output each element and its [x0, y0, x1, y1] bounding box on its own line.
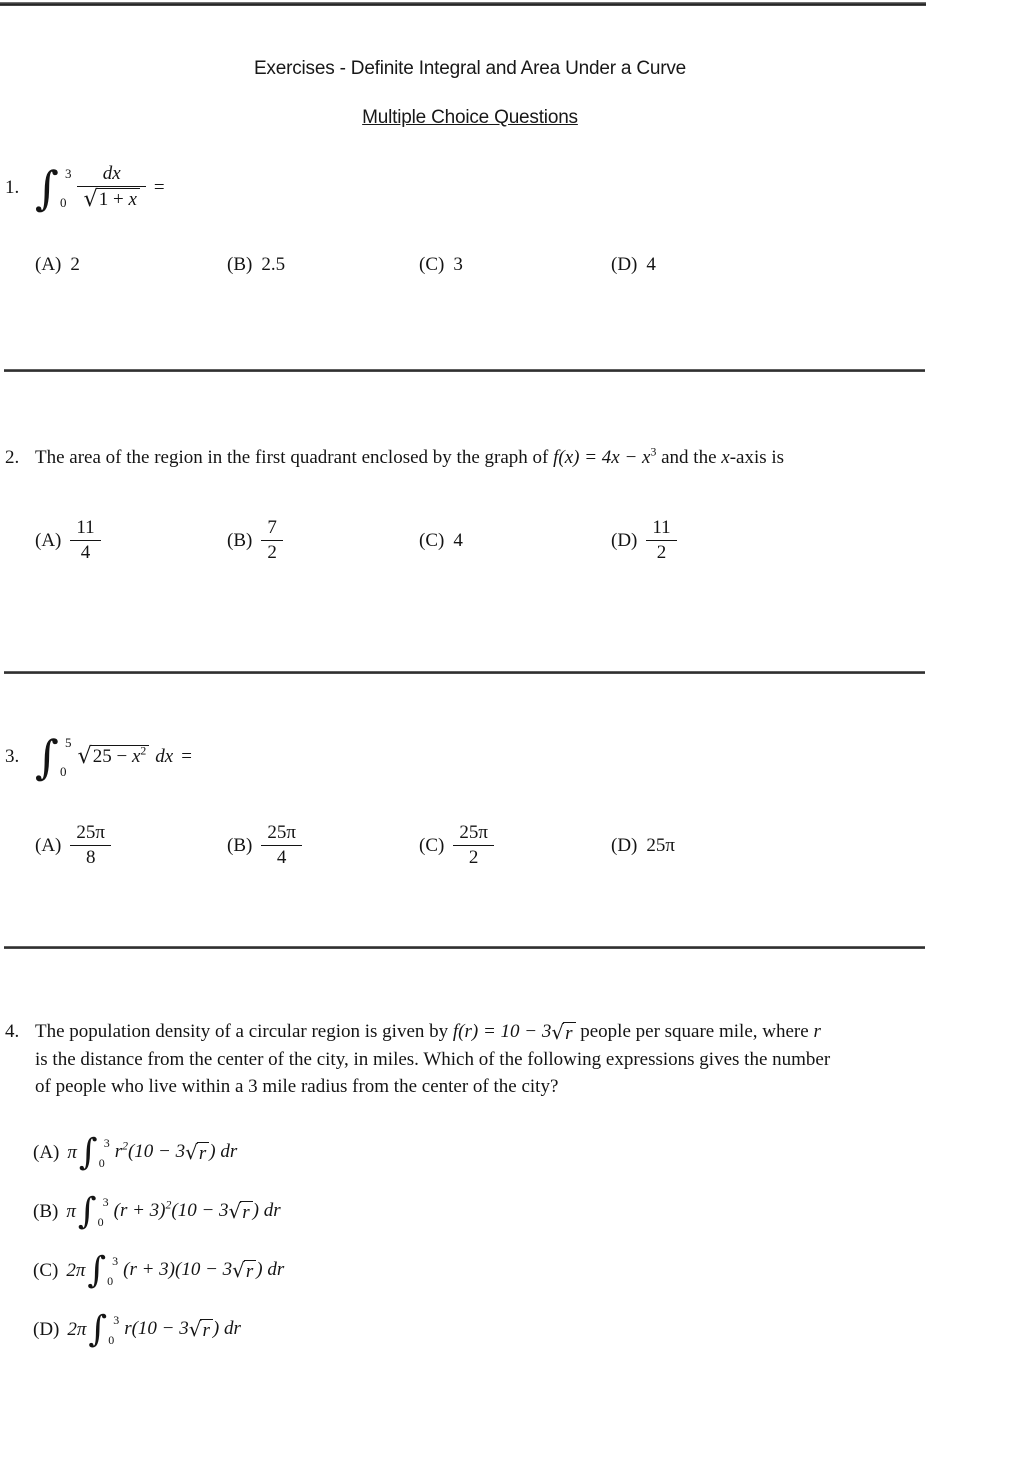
fraction-denominator: 4 [276, 847, 287, 869]
option-value: 4 [453, 529, 463, 551]
integral [35, 160, 72, 215]
question-4-number: 4. [5, 1021, 20, 1042]
fraction-denominator: 2 [267, 542, 277, 564]
fraction [77, 163, 145, 213]
radicand [91, 745, 150, 769]
integral-limits [98, 1193, 109, 1231]
integral-lower-limit: 0 [108, 1333, 115, 1347]
option-value: 4 [646, 254, 656, 275]
radicand-variable: x [128, 189, 137, 211]
option-label: (D) [611, 254, 638, 275]
option-label: (A) [35, 254, 62, 275]
option-value: 2 [70, 254, 80, 275]
radical-sign: √ [185, 1139, 198, 1164]
stem-text: The area of the region in the first quadrant enclosed by the graph of [35, 447, 554, 468]
option-label: (B) [227, 834, 253, 856]
fraction-denominator: 2 [656, 542, 667, 564]
option-fraction [646, 517, 676, 565]
option-fraction [453, 822, 494, 870]
radical [188, 1316, 213, 1343]
question-3-stem [5, 729, 192, 784]
integral-sign: ∫ [88, 1309, 108, 1351]
expression-mid: (10 − 3 [131, 1317, 189, 1339]
integral-upper-limit: 5 [64, 735, 72, 750]
integrand-expression [123, 1259, 284, 1284]
fraction-denominator [77, 187, 145, 212]
stem-math: f(x) = 4x − x [553, 447, 651, 468]
expression-pre: (r + 3) [113, 1199, 166, 1221]
option-label: (B) [227, 254, 253, 275]
expression-post: ) dr [252, 1199, 281, 1221]
expression-pre: r [124, 1317, 132, 1339]
expression-exponent: 2 [165, 1198, 172, 1212]
option-label: (C) [419, 529, 445, 551]
equals-sign: = [181, 746, 192, 767]
option-label: (D) [611, 834, 638, 856]
option-b [227, 822, 419, 870]
question-2-stem [5, 447, 935, 469]
radicand-text: 1 + [98, 189, 129, 211]
radical-sign: √ [188, 1316, 202, 1341]
option-b [227, 517, 419, 565]
section-divider [4, 946, 925, 949]
question-1-number: 1. [5, 176, 20, 198]
option-label: (B) [227, 529, 253, 551]
expression-exponent: 2 [122, 1139, 128, 1153]
option-value: 3 [453, 254, 463, 275]
integral-upper-limit: 3 [113, 1313, 120, 1327]
option-a [35, 254, 227, 276]
integral-lower-limit: 0 [98, 1156, 105, 1170]
expression-mid: (10 − 3 [171, 1199, 229, 1221]
radicand-variable: x [131, 746, 141, 768]
differential: dx [155, 746, 174, 767]
section-divider [4, 671, 925, 674]
coefficient: π [67, 1142, 77, 1163]
page-top-border [0, 2, 926, 6]
radicand-variable: r [200, 1319, 212, 1343]
coefficient: 2π [67, 1319, 87, 1340]
fraction-denominator: 4 [80, 542, 91, 564]
integral-limits [108, 1311, 119, 1349]
option-fraction [70, 517, 100, 565]
radical [77, 745, 149, 769]
integral-upper-limit: 3 [64, 165, 72, 181]
radical-sign: √ [551, 1020, 565, 1044]
expression-post: ) dr [212, 1317, 241, 1339]
fraction-numerator: 25π [453, 822, 494, 846]
option-a [35, 822, 227, 870]
section-divider [4, 369, 925, 372]
radicand-variable: r [563, 1022, 575, 1046]
stem-text: The population density of a circular region is given by [35, 1021, 453, 1042]
stem-text: and the [656, 447, 722, 468]
integral-sign: ∫ [78, 1132, 98, 1174]
expression-pre: r [114, 1140, 123, 1162]
radical-sign: √ [83, 186, 98, 213]
stem-text-line3: of people who live within a 3 mile radius from the center of the city? [35, 1076, 559, 1098]
stem-text-line2: is the distance from the center of the city, in miles. Which of the following expressions gives the number [35, 1048, 831, 1070]
option-d [611, 517, 803, 565]
radicand [97, 188, 140, 212]
expression-post: ) dr [209, 1140, 238, 1162]
integral-sign: ∫ [35, 160, 59, 215]
option-d [33, 1306, 284, 1354]
option-label: (C) [419, 834, 445, 856]
stem-text: people per square mile, where [575, 1021, 814, 1042]
integral [35, 729, 72, 784]
option-label: (C) [419, 254, 445, 275]
option-label: (A) [35, 529, 62, 551]
fraction-numerator: 11 [646, 517, 676, 541]
stem-variable: x [721, 447, 730, 468]
expression-mid: (10 − 3 [175, 1258, 233, 1280]
option-value: 25π [646, 834, 675, 856]
fraction-denominator: 8 [85, 847, 96, 869]
question-2-number: 2. [5, 447, 20, 468]
option-c [419, 822, 611, 870]
option-label: (A) [33, 1142, 60, 1163]
integral-sign: ∫ [35, 729, 59, 784]
fraction-numerator: 11 [70, 517, 100, 541]
stem-math: f(r) = 10 − 3 [452, 1021, 552, 1042]
integral-upper-limit: 3 [102, 1195, 109, 1209]
option-d [611, 254, 803, 276]
fraction-numerator: 25π [70, 822, 111, 846]
stem-math-exponent: 3 [650, 445, 657, 459]
option-label: (C) [33, 1260, 59, 1281]
radical [551, 1022, 575, 1046]
question-1-stem [5, 160, 165, 215]
radical [83, 188, 139, 212]
fraction-numerator: dx [77, 163, 145, 187]
radical-sign: √ [228, 1198, 242, 1223]
integral-upper-limit: 3 [112, 1254, 119, 1268]
integral-sign: ∫ [87, 1250, 107, 1292]
option-value: 2.5 [261, 254, 286, 275]
option-d [611, 822, 803, 870]
integrand-expression [115, 1141, 238, 1166]
option-label: (B) [33, 1201, 59, 1222]
option-c [33, 1247, 284, 1295]
radicand-variable: r [244, 1260, 256, 1284]
option-fraction [261, 822, 302, 870]
integral-limits [99, 1134, 110, 1172]
radical-sign: √ [232, 1257, 245, 1282]
radicand-text: 25 − [92, 746, 132, 768]
integral-limits [107, 1252, 118, 1290]
question-3-options [35, 822, 803, 870]
option-fraction [70, 822, 111, 870]
expression-pre: (r + 3) [123, 1258, 175, 1280]
question-2-options [35, 517, 803, 565]
option-c [419, 254, 611, 276]
integral [78, 1193, 109, 1231]
expression-mid: (10 − 3 [127, 1140, 186, 1162]
page-subtitle: Multiple Choice Questions [362, 107, 578, 128]
option-a [35, 517, 227, 565]
equals-sign: = [153, 176, 165, 198]
integral-lower-limit: 0 [107, 1274, 114, 1288]
option-b [227, 254, 419, 276]
option-fraction [261, 517, 283, 565]
fraction-numerator: 25π [261, 822, 302, 846]
option-label: (D) [33, 1319, 60, 1340]
integral-sign: ∫ [77, 1191, 97, 1233]
integral-limits [60, 733, 72, 781]
radicand-exponent: 2 [140, 744, 147, 758]
integral [79, 1134, 110, 1172]
coefficient: π [66, 1201, 76, 1222]
stem-text: -axis is [729, 447, 785, 468]
question-1-options [35, 254, 803, 276]
radical [185, 1139, 209, 1166]
integral-lower-limit: 0 [97, 1215, 104, 1229]
radicand-variable: r [197, 1142, 209, 1166]
integral-lower-limit: 0 [59, 194, 67, 210]
fraction-denominator: 2 [468, 847, 479, 869]
integrand-expression [114, 1200, 281, 1225]
fraction-numerator: 7 [261, 517, 283, 541]
option-b [33, 1188, 284, 1236]
radical [232, 1257, 256, 1284]
option-c [419, 517, 611, 565]
radical-sign: √ [77, 743, 92, 770]
integral [87, 1252, 118, 1290]
integrand-expression [124, 1318, 241, 1343]
question-3-number: 3. [5, 746, 20, 767]
integral [88, 1311, 119, 1349]
option-label: (D) [611, 529, 638, 551]
stem-variable: r [813, 1021, 821, 1042]
integral-lower-limit: 0 [59, 764, 67, 779]
question-4-options [33, 1129, 284, 1365]
integral-upper-limit: 3 [103, 1136, 110, 1150]
page-title: Exercises - Definite Integral and Area Under a Curve [253, 58, 687, 79]
expression-post: ) dr [256, 1258, 285, 1280]
radical [228, 1198, 253, 1225]
radicand-variable: r [240, 1201, 252, 1225]
option-a [33, 1129, 284, 1177]
coefficient: 2π [66, 1260, 86, 1281]
question-4-stem [5, 1018, 930, 1101]
option-label: (A) [35, 834, 62, 856]
integral-limits [60, 164, 72, 212]
